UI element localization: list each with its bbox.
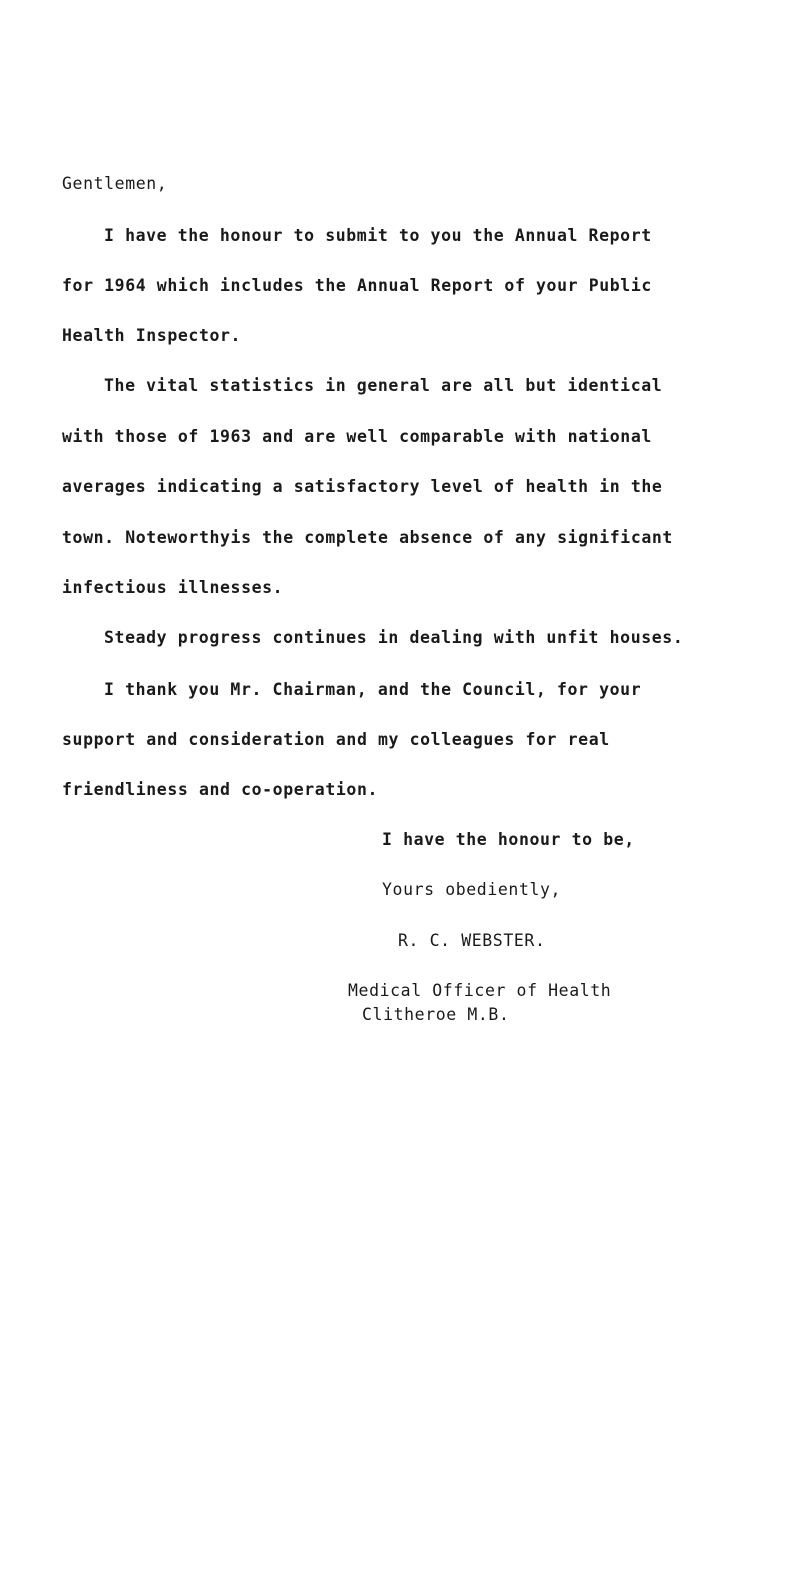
signature: R. C. WEBSTER. [398,931,546,950]
closing-line-1: I have the honour to be, [382,830,635,849]
paragraph-1-line-1: I have the honour to submit to you the Annual Report [104,226,652,245]
paragraph-2-line-5: infectious illnesses. [62,578,284,597]
paragraph-1-line-3: Health Inspector. [62,326,242,345]
paragraph-2-line-2: with those of 1963 and are well comparable with national [62,427,652,446]
paragraph-4-line-3: friendliness and co-operation. [62,780,379,799]
signatory-title-line-1: Medical Officer of Health [348,981,612,1000]
paragraph-2-line-1: The vital statistics in general are all but identical [104,376,663,395]
paragraph-3-line-1: Steady progress continues in dealing with unfit houses. [104,628,684,647]
salutation: Gentlemen, [62,174,168,193]
closing-line-2: Yours obediently, [382,880,562,899]
paragraph-2-line-3: averages indicating a satisfactory level of health in the [62,477,663,496]
paragraph-4-line-2: support and consideration and my colleagues for real [62,730,610,749]
signatory-title-line-2: Clitheroe M.B. [362,1005,510,1024]
paragraph-1-line-2: for 1964 which includes the Annual Report of your Public [62,276,652,295]
paragraph-2-line-4: town. Noteworthyis the complete absence of any significant [62,528,673,547]
paragraph-4-line-1: I thank you Mr. Chairman, and the Council, for your [104,680,642,699]
